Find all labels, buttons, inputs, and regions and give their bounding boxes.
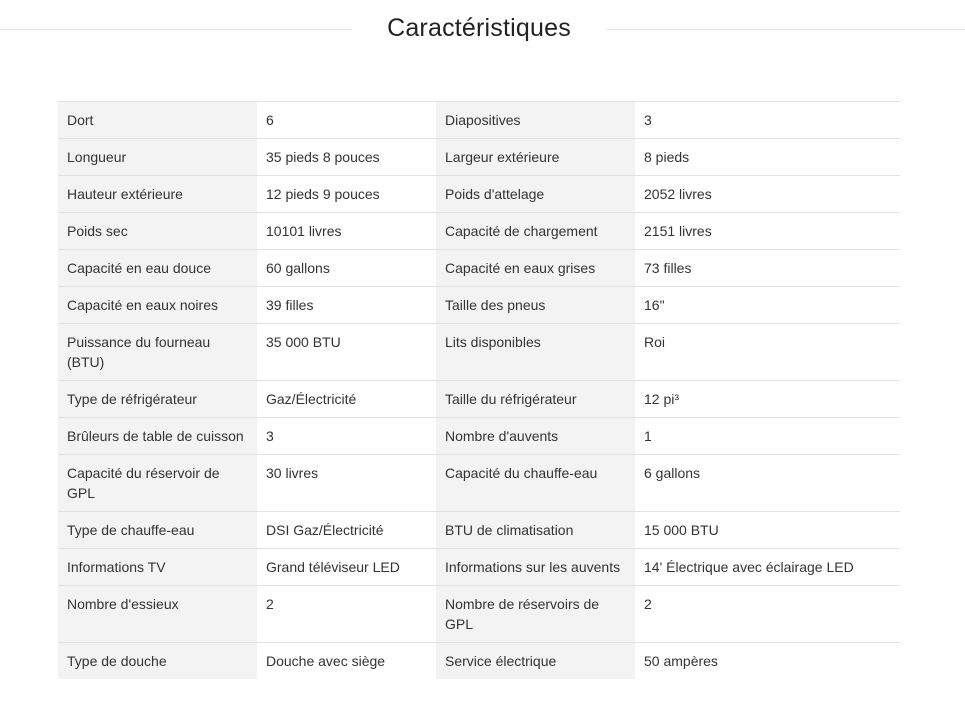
spec-label: Capacité en eaux grises (436, 250, 635, 287)
table-row (58, 455, 900, 512)
spec-label: Longueur (58, 139, 257, 176)
spec-value: 50 ampères (635, 643, 900, 680)
spec-value: 14' Électrique avec éclairage LED (635, 549, 900, 586)
spec-label: Largeur extérieure (436, 139, 635, 176)
divider-left (0, 29, 352, 30)
spec-label: Capacité en eau douce (58, 250, 257, 287)
section-title: Caractéristiques (387, 14, 571, 42)
spec-value: 3 (635, 102, 900, 139)
spec-value: 35 000 BTU (257, 324, 436, 381)
spec-value: 35 pieds 8 pouces (257, 139, 436, 176)
spec-label: Taille des pneus (436, 287, 635, 324)
table-row (58, 213, 900, 250)
spec-label: Brûleurs de table de cuisson (58, 418, 257, 455)
spec-label: Informations TV (58, 549, 257, 586)
table-row (58, 512, 900, 549)
specs-table (58, 101, 900, 679)
spec-value: 30 livres (257, 455, 436, 512)
table-row (58, 586, 900, 643)
table-row (58, 643, 900, 680)
table-row (58, 549, 900, 586)
spec-value: 8 pieds (635, 139, 900, 176)
table-row (58, 102, 900, 139)
spec-label: Poids sec (58, 213, 257, 250)
spec-label: Hauteur extérieure (58, 176, 257, 213)
spec-label: Taille du réfrigérateur (436, 381, 635, 418)
section-header (0, 0, 965, 60)
table-row (58, 324, 900, 381)
specs-table-body (58, 102, 900, 680)
spec-label: Poids d'attelage (436, 176, 635, 213)
spec-label: Capacité du chauffe-eau (436, 455, 635, 512)
spec-value: 10101 livres (257, 213, 436, 250)
spec-value: Douche avec siège (257, 643, 436, 680)
spec-label: Nombre de réservoirs de GPL (436, 586, 635, 643)
spec-label: Nombre d'auvents (436, 418, 635, 455)
table-row (58, 418, 900, 455)
spec-value: 6 (257, 102, 436, 139)
spec-value: DSI Gaz/Électricité (257, 512, 436, 549)
spec-value: 1 (635, 418, 900, 455)
spec-label: Dort (58, 102, 257, 139)
spec-value: 12 pi³ (635, 381, 900, 418)
table-row (58, 250, 900, 287)
spec-value: Grand téléviseur LED (257, 549, 436, 586)
spec-label: Service électrique (436, 643, 635, 680)
table-row (58, 176, 900, 213)
spec-label: Type de réfrigérateur (58, 381, 257, 418)
spec-value: 2 (635, 586, 900, 643)
table-row (58, 287, 900, 324)
spec-label: Type de chauffe-eau (58, 512, 257, 549)
spec-label: Type de douche (58, 643, 257, 680)
spec-label: Diapositives (436, 102, 635, 139)
spec-label: Capacité en eaux noires (58, 287, 257, 324)
spec-label: Nombre d'essieux (58, 586, 257, 643)
spec-label: Capacité de chargement (436, 213, 635, 250)
spec-label: Informations sur les auvents (436, 549, 635, 586)
spec-value: 6 gallons (635, 455, 900, 512)
table-row (58, 381, 900, 418)
spec-label: Puissance du fourneau (BTU) (58, 324, 257, 381)
spec-value: Roi (635, 324, 900, 381)
divider-right (606, 29, 965, 30)
spec-label: Lits disponibles (436, 324, 635, 381)
spec-label: Capacité du réservoir de GPL (58, 455, 257, 512)
spec-label: BTU de climatisation (436, 512, 635, 549)
spec-value: 16" (635, 287, 900, 324)
spec-value: 39 filles (257, 287, 436, 324)
spec-value: 2 (257, 586, 436, 643)
spec-value: 2151 livres (635, 213, 900, 250)
spec-value: 3 (257, 418, 436, 455)
table-row (58, 139, 900, 176)
spec-value: Gaz/Électricité (257, 381, 436, 418)
spec-value: 12 pieds 9 pouces (257, 176, 436, 213)
spec-value: 15 000 BTU (635, 512, 900, 549)
spec-value: 2052 livres (635, 176, 900, 213)
spec-value: 73 filles (635, 250, 900, 287)
spec-value: 60 gallons (257, 250, 436, 287)
